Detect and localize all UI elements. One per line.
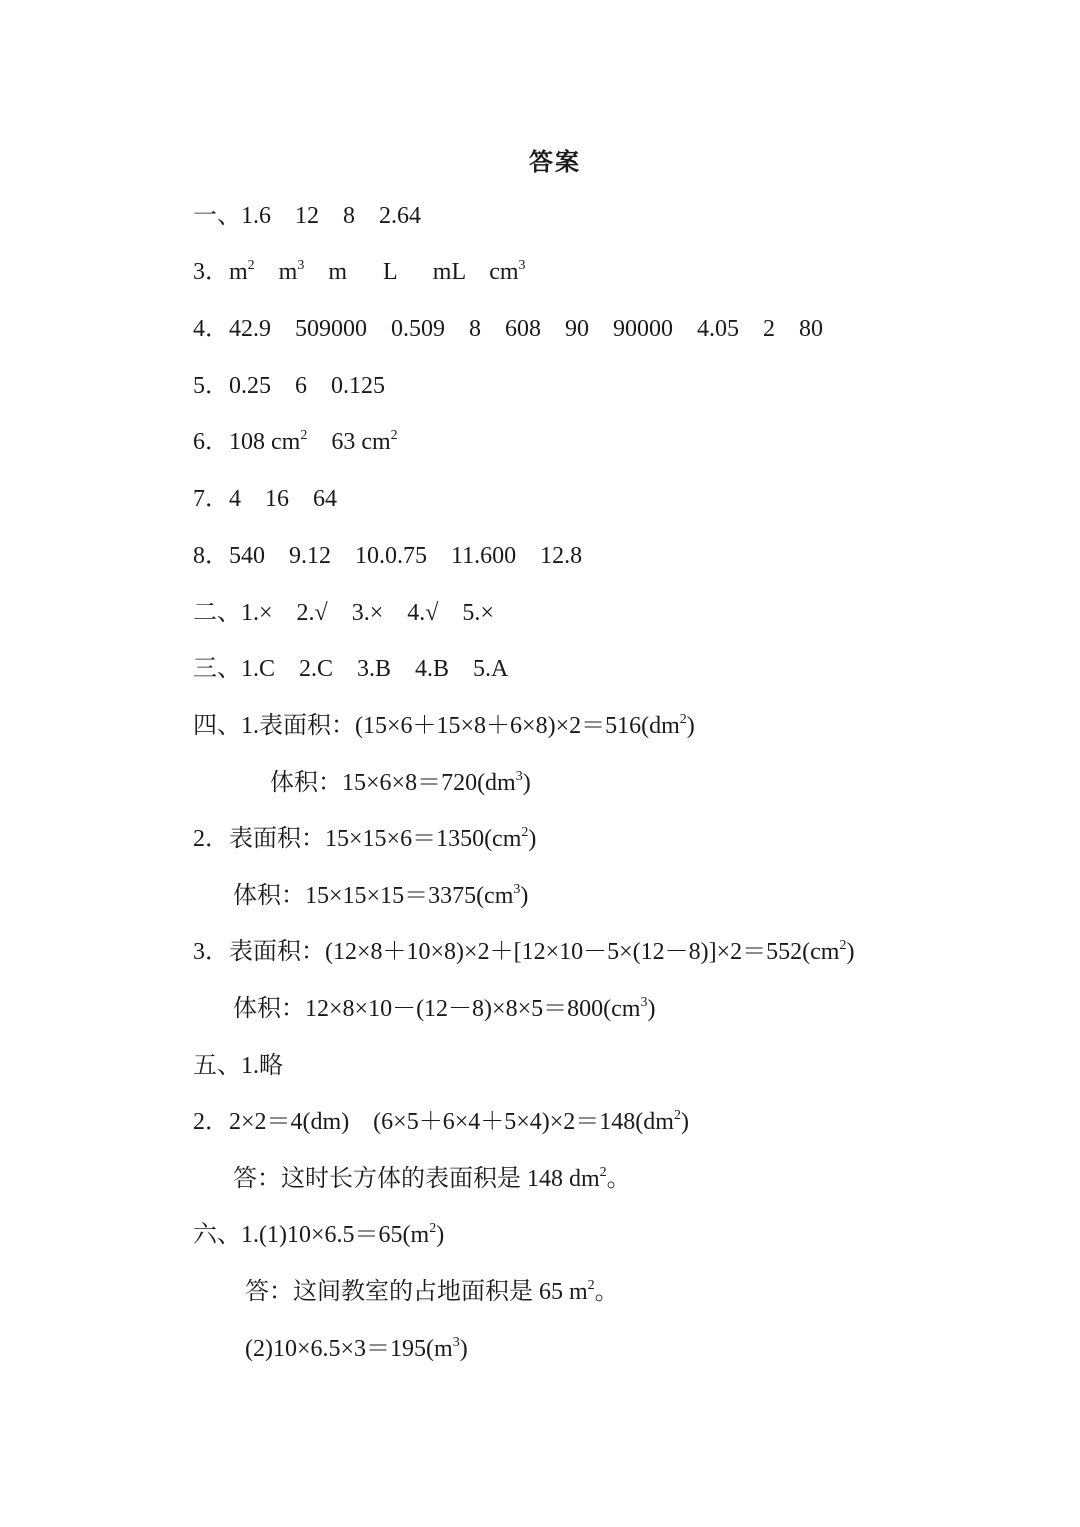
- page-title: 答案: [529, 148, 581, 176]
- superscript: 3: [452, 1335, 460, 1350]
- answer-text: ): [528, 826, 537, 852]
- answer-line: [193, 1050, 283, 1082]
- answer-text: 8．540 9.12 10.0.75 11.600 12.8: [193, 543, 583, 569]
- superscript: 3: [640, 995, 648, 1010]
- superscript: 2: [300, 428, 308, 443]
- answer-text: ): [459, 1336, 468, 1362]
- answer-text: 3．m: [193, 259, 248, 285]
- answer-line: [270, 767, 531, 799]
- answer-line: [245, 1333, 468, 1365]
- answer-line: [193, 256, 526, 288]
- answer-text: 三、1.C 2.C 3.B 4.B 5.A: [193, 656, 509, 682]
- answer-line: [193, 823, 536, 855]
- answer-text: 。: [606, 1166, 631, 1192]
- answer-line: [233, 880, 528, 912]
- answer-line: [193, 483, 337, 515]
- answer-text: 2．表面积：15×15×6＝1350(cm: [193, 826, 522, 852]
- answer-text: m: [254, 259, 298, 285]
- answer-text: 五、1.略: [193, 1053, 283, 1079]
- answer-text: 六、1.(1)10×6.5＝65(m: [193, 1222, 430, 1248]
- superscript: 3: [518, 258, 526, 273]
- answer-line: [193, 313, 823, 345]
- superscript: 2: [390, 428, 398, 443]
- answer-text: m L mL cm: [304, 259, 519, 285]
- answer-line: [193, 426, 398, 458]
- answer-text: 体积：12×8×10－(12－8)×8×5＝800(cm: [233, 996, 641, 1022]
- answer-text: ): [846, 939, 855, 965]
- answer-text: 答：这间教室的占地面积是 65 m: [245, 1279, 588, 1305]
- answer-text: ): [436, 1222, 445, 1248]
- answer-line: [193, 200, 421, 232]
- superscript: 2: [673, 1108, 681, 1123]
- answer-text: ): [680, 1109, 689, 1135]
- answer-text: 体积：15×6×8＝720(dm: [270, 770, 516, 796]
- answer-text: 7．4 16 64: [193, 486, 337, 512]
- answer-line: [193, 710, 695, 742]
- answer-text: ): [686, 713, 695, 739]
- superscript: 2: [429, 1221, 437, 1236]
- answer-line: [233, 1163, 631, 1195]
- answer-text: 答：这时长方体的表面积是 148 dm: [233, 1166, 600, 1192]
- answer-text: 体积：15×15×15＝3375(cm: [233, 883, 514, 909]
- answer-line: [193, 597, 494, 629]
- answer-text: 2．2×2＝4(dm) (6×5＋6×4＋5×4)×2＝148(dm: [193, 1109, 674, 1135]
- superscript: 3: [297, 258, 305, 273]
- answer-text: ): [647, 996, 656, 1022]
- answer-line: [193, 1219, 444, 1251]
- answer-line: [233, 993, 655, 1025]
- superscript: 2: [521, 825, 529, 840]
- answer-text: 3．表面积：(12×8＋10×8)×2＋[12×10－5×(12－8)]×2＝552(cm: [193, 939, 840, 965]
- answer-text: 四、1.表面积：(15×6＋15×8＋6×8)×2＝516(dm: [193, 713, 680, 739]
- answer-text: 6．108 cm: [193, 429, 301, 455]
- answer-line: [193, 936, 854, 968]
- superscript: 3: [513, 882, 521, 897]
- answer-line: [245, 1276, 619, 1308]
- answer-line: [193, 370, 385, 402]
- answer-line: [193, 540, 582, 572]
- answer-text: 5．0.25 6 0.125: [193, 373, 385, 399]
- superscript: 3: [515, 769, 523, 784]
- superscript: 2: [587, 1278, 595, 1293]
- answer-text: ): [520, 883, 529, 909]
- answer-text: 4．42.9 509000 0.509 8 608 90 90000 4.05 2 80: [193, 316, 823, 342]
- answer-text: 一、1.6 12 8 2.64: [193, 203, 421, 229]
- answer-text: 。: [594, 1279, 619, 1305]
- answer-text: (2)10×6.5×3＝195(m: [245, 1336, 453, 1362]
- answer-text: 二、1.× 2.√ 3.× 4.√ 5.×: [193, 600, 494, 626]
- answer-text: 63 cm: [307, 429, 391, 455]
- superscript: 2: [679, 712, 687, 727]
- superscript: 2: [599, 1165, 607, 1180]
- superscript: 2: [247, 258, 255, 273]
- superscript: 2: [839, 938, 847, 953]
- answer-text: ): [522, 770, 531, 796]
- answer-line: [193, 653, 508, 685]
- answer-line: [193, 1106, 689, 1138]
